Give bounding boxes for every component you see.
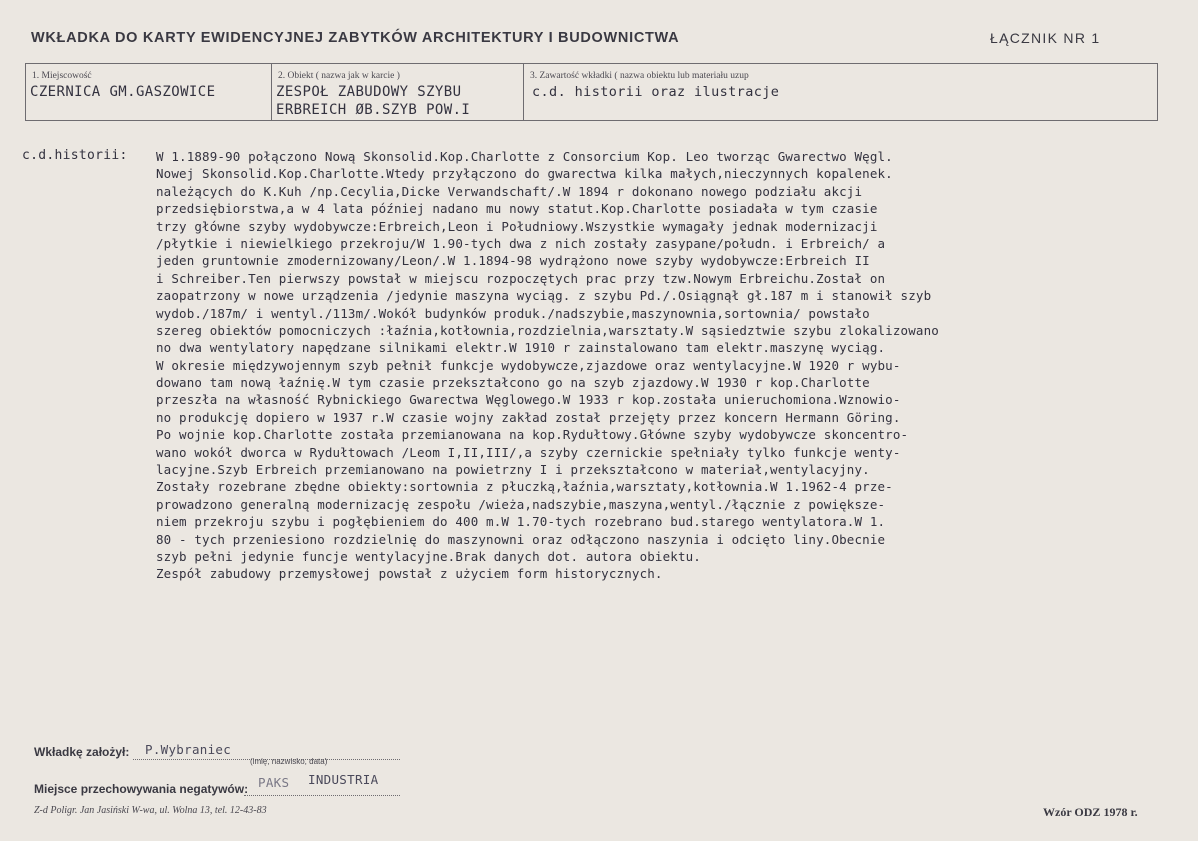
negatives-label: Miejsce przechowywania negatywów: — [34, 782, 249, 796]
field-object-value-line: ERBREICH ØB.SZYB POW.I — [276, 102, 471, 118]
field-content — [524, 64, 1159, 120]
history-text — [156, 148, 1198, 583]
history-line: W 1.1889-90 połączono Nową Skonsolid.Kop.Charlotte z Consorcium Kop. Leo tworząc Gwarectwo Węgl. — [156, 149, 893, 164]
history-line: /płytkie i niewielkiego przekroju/W 1.90-tych dwa z nich zostały zasypane/połudn. i Erbreich/ a — [156, 235, 886, 251]
history-line: przeszła na własność Rybnickiego Gwarectwa Węglowego.W 1933 r kop.została unieruchomiona.Wznowio- — [156, 392, 901, 408]
history-line: trzy główne szyby wydobywcze:Erbreich,Leon i Południowy.Wszystkie wymagały jednak modernizacji — [156, 218, 878, 234]
history-line: niem przekroju szybu i pogłębieniem do 400 m.W 1.70-tych rozebrano bud.starego wentylatora.W 1. — [156, 514, 886, 530]
field-locality-value: CZERNICA GM.GASZOWICE — [30, 84, 216, 100]
field-object-value — [276, 83, 470, 119]
header-fields-table — [25, 63, 1158, 121]
history-line: zaopatrzony w nowe urządzenia /jedynie maszyna wyciąg. z szybu Pd./.Osiągnął gł.187 m i stanowił szyb — [156, 288, 932, 304]
field-locality — [26, 64, 272, 120]
field-object-value-line: ZESPOŁ ZABUDOWY SZYBU — [276, 84, 462, 100]
field-content-value: c.d. historii oraz ilustracje — [532, 84, 780, 100]
form-title: WKŁADKA DO KARTY EWIDENCYJNEJ ZABYTKÓW ARCHITEKTURY I BUDOWNICTWA — [31, 30, 680, 46]
author-value: P.Wybraniec — [145, 742, 232, 757]
history-prefix: c.d.historii: — [22, 148, 128, 163]
history-line: no dwa wentylatory napędzane silnikami elektr.W 1910 r zainstalowano tam elektr.maszynę wyciąg. — [156, 340, 886, 356]
negatives-value-faint: PAKS — [258, 775, 290, 790]
history-line: prowadzono generalną modernizację zespołu /wieża,nadszybie,maszyna,wentyl./łącznie z powiększe- — [156, 496, 886, 512]
attachment-number: ŁĄCZNIK NR 1 — [990, 30, 1101, 46]
negatives-line — [244, 795, 400, 796]
history-line: przedsiębiorstwa,a w 4 lata później nadano mu nowy statut.Kop.Charlotte posiadała w tym czasie — [156, 201, 878, 217]
history-line: Zostały rozebrane zbędne obiekty:sortownia z płuczką,łaźnia,warsztaty,kotłownia.W 1.1962-4 prze- — [156, 479, 893, 495]
history-line: jeden gruntownie zmodernizowany/Leon/.W 1.1894-98 wydrążono nowe szyby wydobywcze:Erbreich II — [156, 253, 870, 269]
author-hint: (imię, nazwisko, data) — [250, 757, 328, 766]
history-line: szyb pełni jedynie funcje wentylacyjne.Brak danych dot. autora obiektu. — [156, 548, 701, 564]
form-code: Wzór ODZ 1978 r. — [1043, 805, 1138, 819]
history-line: szereg obiektów pomocniczych :łaźnia,kotłownia,rozdzielnia,warsztaty.W sąsiedztwie szybu zlokalizowano — [156, 322, 939, 338]
negatives-value: INDUSTRIA — [308, 772, 379, 787]
history-line: wano wokół dworca w Rydułtowach /Leom I,II,III/,a szyby czernickie spełniały tylko funkcje wenty- — [156, 444, 901, 460]
history-line: no produkcję dopiero w 1937 r.W czasie wojny zakład został przejęty przez koncern Hermann Göring. — [156, 409, 901, 425]
author-label: Wkładkę założył: — [34, 745, 130, 759]
history-line: Zespół zabudowy przemysłowej powstał z użyciem form historycznych. — [156, 566, 663, 582]
history-line: lacyjne.Szyb Erbreich przemianowano na powietrzny I i przekształcono w materiał,wentylacyjny. — [156, 462, 870, 478]
history-line: Nowej Skonsolid.Kop.Charlotte.Wtedy przyłączono do gwarectwa kilka małych,nieczynnych kopalenek. — [156, 166, 893, 182]
field-object-label: 2. Obiekt ( nazwa jak w karcie ) — [278, 71, 400, 81]
field-object — [272, 64, 524, 120]
printer-info: Z-d Poligr. Jan Jasiński W-wa, ul. Wolna 13, tel. 12-43-83 — [34, 805, 267, 816]
history-line: należących do K.Kuh /np.Cecylia,Dicke Verwandschaft/.W 1894 r dokonano nowego podziału akcji — [156, 183, 863, 199]
field-content-label: 3. Zawartość wkładki ( nazwa obiektu lub materiału uzup — [530, 71, 749, 81]
history-line: i Schreiber.Ten pierwszy powstał w miejscu rozpoczętych prac przy tzw.Nowym Erbreichu.Został on — [156, 270, 886, 286]
field-locality-label: 1. Miejscowość — [32, 71, 92, 81]
history-line: dowano tam nową łaźnię.W tym czasie przekształcono go na szyb zjazdowy.W 1930 r kop.Charlotte — [156, 375, 870, 391]
history-line: 80 - tych przeniesiono rozdzielnię do maszynowni oraz odłączono naszynia i odcięto liny.Obecnie — [156, 531, 886, 547]
history-line: Po wojnie kop.Charlotte została przemianowana na kop.Rydułtowy.Główne szyby wydobywcze skoncentro- — [156, 427, 909, 443]
history-line: wydob./187m/ i wentyl./113m/.Wokół budynków produk./nadszybie,maszynownia,sortownia/ powstało — [156, 305, 870, 321]
history-line: W okresie międzywojennym szyb pełnił funkcje wydobywcze,zjazdowe oraz wentylacyjne.W 1920 r wybu- — [156, 357, 901, 373]
